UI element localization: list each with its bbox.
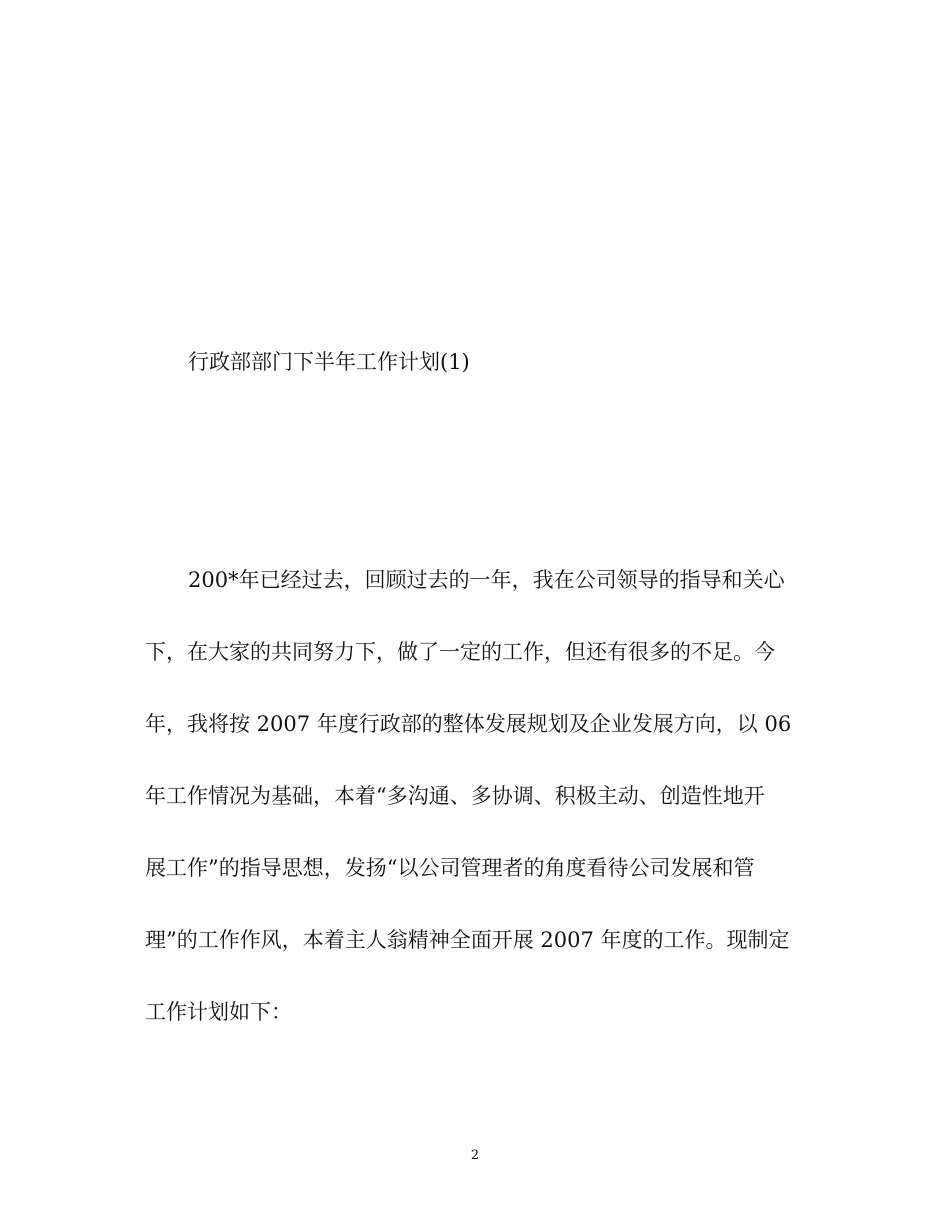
paragraph-line: 200*年已经过去，回顾过去的一年，我在公司领导的指导和关心 xyxy=(188,568,785,592)
document-title: 行政部部门下半年工作计划(1) xyxy=(188,350,470,374)
paragraph-line: 下，在大家的共同努力下，做了一定的工作，但还有很多的不足。今 xyxy=(145,640,775,664)
paragraph-line: 年工作情况为基础，本着“多沟通、多协调、积极主动、创造性地开 xyxy=(145,784,765,808)
paragraph-line: 展工作”的指导思想，发扬“以公司管理者的角度看待公司发展和管 xyxy=(145,856,755,880)
page-number: 2 xyxy=(470,1148,480,1163)
document-body xyxy=(145,560,805,1064)
paragraph-line: 工作计划如下： xyxy=(145,1000,292,1024)
paragraph-line: 年，我将按 2007 年度行政部的整体发展规划及企业发展方向，以 06 xyxy=(145,712,792,736)
paragraph-line: 理”的工作作风，本着主人翁精神全面开展 2007 年度的工作。现制定 xyxy=(145,928,790,952)
